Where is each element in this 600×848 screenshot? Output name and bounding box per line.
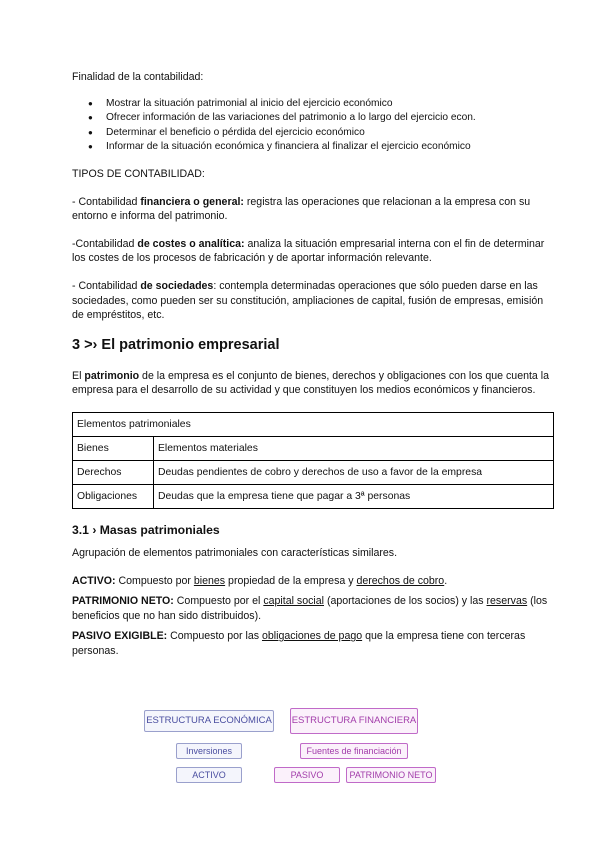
inversiones-box: Inversiones <box>176 743 242 759</box>
tipo-financiera: - Contabilidad financiera o general: registra las operaciones que relacionan a la empresa con su entorno e informa del patrimonio. <box>72 195 531 223</box>
pasivo-box: PASIVO <box>274 767 340 783</box>
section-heading: 3 >› El patrimonio empresarial <box>72 336 280 353</box>
table-header-row <box>73 412 554 436</box>
table-cell-desc: Elementos materiales <box>154 436 554 460</box>
masa-patrimonio-neto: PATRIMONIO NETO: Compuesto por el capital social (aportaciones de los socios) y las reservas (los beneficios que no han sido distribuidos). <box>72 595 548 622</box>
list-item: ● Ofrecer información de las variaciones del patrimonio a lo largo del ejercicio econ. <box>106 111 556 126</box>
table-row <box>73 436 554 460</box>
tipos-title: TIPOS DE CONTABILIDAD: <box>72 167 205 180</box>
table-cell-name: Obligaciones <box>73 484 154 508</box>
list-item: ● Determinar el beneficio o pérdida del ejercicio económico <box>106 126 556 141</box>
masas-intro: Agrupación de elementos patrimoniales con características similares. <box>72 546 398 559</box>
masa-activo: ACTIVO: Compuesto por bienes propiedad de la empresa y derechos de cobro. <box>72 574 448 587</box>
document-body <box>72 70 556 658</box>
table-row <box>73 484 554 508</box>
subsection-heading: 3.1 › Masas patrimoniales <box>72 522 220 537</box>
tipo-costes: -Contabilidad de costes o analítica: analiza la situación empresarial interna con el fin de determinar los costes de los procesos de fabricación y de aportar información relevante. <box>72 237 545 265</box>
patrimonio-definition: El patrimonio de la empresa es el conjunto de bienes, derechos y obligaciones con los que cuenta la empresa para el desarrollo de su actividad y que constituyen los medios económicos y financieros. <box>72 369 550 397</box>
estructura-diagram <box>144 708 444 788</box>
estructura-economica-box: ESTRUCTURA ECONÓMICA <box>144 710 274 732</box>
elementos-table <box>72 412 554 509</box>
finalidad-list <box>72 97 556 155</box>
fuentes-financiacion-box: Fuentes de financiación <box>300 743 408 759</box>
finalidad-title: Finalidad de la contabilidad: <box>72 71 204 83</box>
table-cell-desc: Deudas pendientes de cobro y derechos de uso a favor de la empresa <box>154 460 554 484</box>
patrimonio-neto-box: PATRIMONIO NETO <box>346 767 436 783</box>
table-cell-name: Bienes <box>73 436 154 460</box>
table-cell-desc: Deudas que la empresa tiene que pagar a 3ª personas <box>154 484 554 508</box>
masa-pasivo: PASIVO EXIGIBLE: Compuesto por las obligaciones de pago que la empresa tiene con terceras personas. <box>72 630 526 657</box>
table-row <box>73 460 554 484</box>
list-item: ● Mostrar la situación patrimonial al inicio del ejercicio económico <box>106 97 556 112</box>
tipo-sociedades: - Contabilidad de sociedades: contempla determinadas operaciones que sólo pueden darse en las sociedades, como pueden ser su constitución, ampliaciones de capital, fusión de empresas, emisión de empréstitos, etc. <box>72 279 544 322</box>
table-cell-name: Derechos <box>73 460 154 484</box>
estructura-financiera-box: ESTRUCTURA FINANCIERA <box>290 708 418 734</box>
activo-box: ACTIVO <box>176 767 242 783</box>
list-item: ● Informar de la situación económica y financiera al finalizar el ejercicio económico <box>106 140 556 155</box>
table-header: Elementos patrimoniales <box>73 412 554 436</box>
